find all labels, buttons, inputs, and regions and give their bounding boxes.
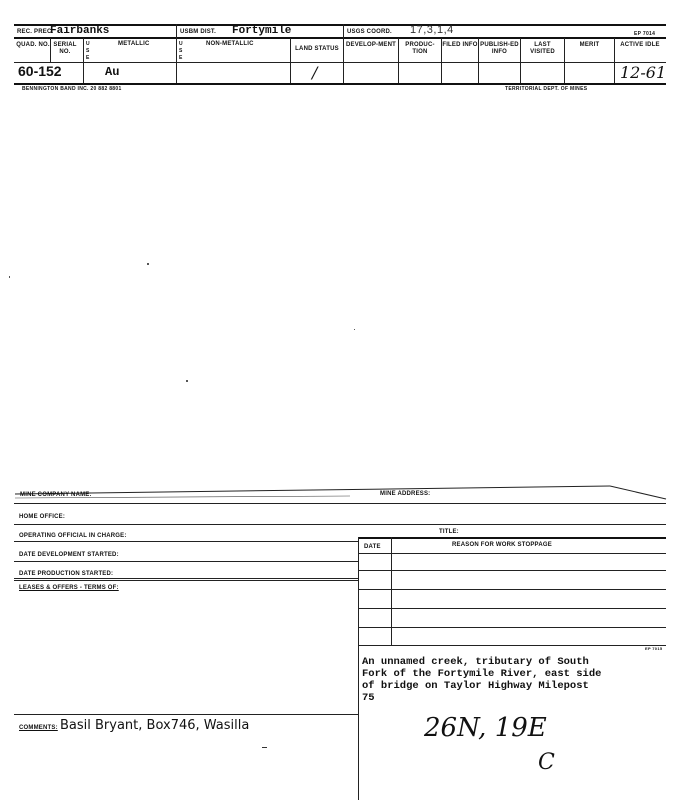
rule (14, 541, 358, 542)
published-info-label: PUBLISH-ED INFO (480, 42, 519, 55)
table-date-divider (391, 537, 392, 645)
usgs-coord-label: USGS COORD. (347, 29, 392, 35)
usbm-dist-value: Fortymile (232, 25, 292, 37)
location-description (362, 656, 601, 704)
col-divider (176, 24, 177, 83)
use-label-metallic: U S E (86, 41, 90, 61)
active-idle-value: 12-61 (620, 63, 667, 82)
rule (14, 561, 358, 562)
comments-label: COMMENTS: (19, 725, 58, 731)
table-row-rule (358, 570, 666, 571)
usgs-coord-value: 17,3,1,4 (410, 24, 454, 36)
use-label-non-metallic: U S E (179, 41, 183, 61)
location-line: 75 (362, 692, 375, 704)
non-metallic-label: NON-METALLIC (206, 41, 254, 47)
reason-column-label: REASON FOR WORK STOPPAGE (452, 542, 552, 548)
label-row-rule (14, 62, 666, 63)
mine-company-label: MINE COMPANY NAME: (20, 492, 92, 498)
rec-prec-label: REC. PREC. (17, 29, 54, 35)
metallic-value: Au (105, 65, 120, 79)
leases-label: LEASES & OFFERS - TERMS OF: (19, 585, 119, 591)
scan-speck (354, 329, 355, 330)
last-visited-label: LAST VISITED (530, 42, 555, 55)
col-divider (343, 24, 344, 83)
rule (358, 537, 666, 539)
meridian-value: C (538, 750, 555, 775)
title-label: TITLE: (439, 529, 459, 535)
mine-address-label: MINE ADDRESS: (380, 491, 431, 497)
quad-no-label: QUAD. NO. (16, 42, 50, 48)
location-line: An unnamed creek, tributary of South (362, 656, 589, 668)
rule (14, 503, 666, 504)
table-row-rule (358, 589, 666, 590)
rule (358, 553, 666, 554)
comments-value: Basil Bryant, Box746, Wasilla (60, 718, 250, 733)
active-idle-label: ACTIVE IDLE (620, 42, 660, 48)
col-divider (290, 38, 291, 83)
operating-official-label: OPERATING OFFICIAL IN CHARGE: (19, 533, 127, 539)
rule (14, 524, 666, 525)
col-divider (83, 38, 84, 83)
form-number-bottom: EP 7015 (645, 646, 663, 651)
merit-label: MERIT (579, 42, 600, 48)
land-status-label: LAND STATUS (295, 46, 339, 52)
date-development-label: DATE DEVELOPMENT STARTED: (19, 552, 119, 558)
serial-no-label: SERIAL NO. (53, 42, 77, 55)
home-office-label: HOME OFFICE: (19, 514, 66, 520)
scan-speck (262, 747, 267, 748)
card-top-rule (14, 24, 666, 26)
development-label: DEVELOP-MENT (345, 42, 397, 48)
metallic-label: METALLIC (118, 41, 150, 47)
table-row-rule (358, 645, 666, 646)
card-edge (0, 472, 678, 502)
production-label: PRODUC-TION (405, 42, 435, 55)
rule (14, 578, 358, 579)
date-production-label: DATE PRODUCTION STARTED: (19, 571, 114, 577)
scan-speck (186, 380, 188, 382)
rule (14, 580, 358, 581)
form-number-top: EP 7014 (634, 31, 656, 37)
township-range-value: 26N, 19E (424, 713, 547, 743)
table-left-border (358, 537, 359, 645)
location-line: Fork of the Fortymile River, east side (362, 668, 602, 680)
rule (14, 714, 358, 715)
table-left-border (358, 645, 359, 800)
department-imprint: TERRITORIAL DEPT. OF MINES (505, 86, 588, 92)
usbm-dist-label: USBM DIST. (180, 29, 217, 35)
table-row-rule (358, 608, 666, 609)
header-row-rule (14, 37, 666, 39)
printer-imprint: BENNINGTON BAND INC. 20 882 8801 (22, 86, 122, 92)
filed-info-label: FILED INFO (442, 42, 478, 48)
scan-speck (9, 276, 10, 278)
table-row-rule (358, 627, 666, 628)
scan-speck (147, 263, 149, 265)
quad-serial-value: 60-152 (18, 63, 62, 79)
land-status-value: / (312, 63, 318, 82)
card-bottom-rule (14, 83, 666, 85)
location-line: of bridge on Taylor Highway Milepost (362, 680, 589, 692)
rec-prec-value: Fairbanks (50, 25, 110, 37)
date-column-label: DATE (364, 544, 381, 550)
